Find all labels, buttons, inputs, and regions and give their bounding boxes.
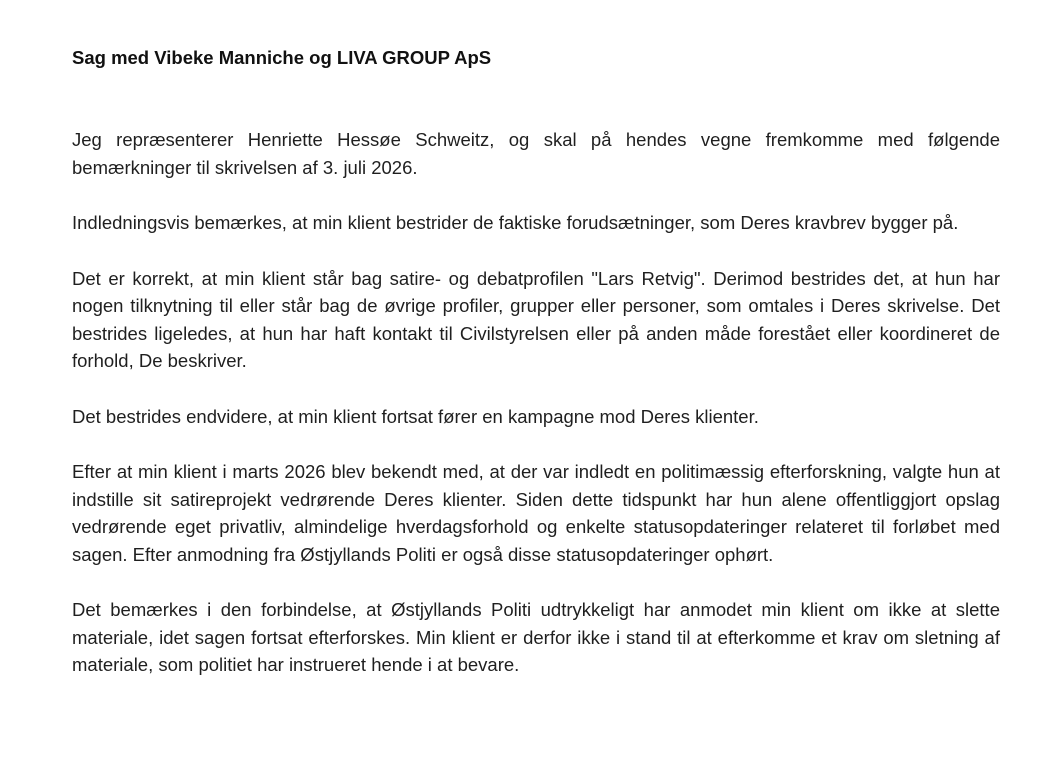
paragraph-5: Efter at min klient i marts 2026 blev bekendt med, at der var indledt en politimæssig efterforskning, valgte hun at indstille sit satireprojekt vedrørende Deres klienter. Siden dette tidspunkt har hun alene offentliggjort opslag vedrørende eget privatliv, almindelige hverdagsforhold og enkelte statusopdateringer relateret til forløbet med sagen. Efter anmodning fra Østjyllands Politi er også disse statusopdateringer ophørt. bbox=[72, 461, 1000, 565]
paragraph-4: Det bestrides endvidere, at min klient fortsat fører en kampagne mod Deres klienter. bbox=[72, 405, 759, 427]
paragraph-3: Det er korrekt, at min klient står bag satire- og debatprofilen "Lars Retvig". Derimod bestrides det, at hun har nogen tilknytning til eller står bag de øvrige profiler, grupper eller personer, som omtales i Deres skrivelse. Det bestrides ligeledes, at hun har haft kontakt til Civilstyrelsen eller på anden måde forestået eller koordineret de forhold, De beskriver. bbox=[72, 267, 1000, 371]
paragraph-6: Det bemærkes i den forbindelse, at Østjyllands Politi udtrykkeligt har anmodet min klient om ikke at slette materiale, idet sagen fortsat efterforskes. Min klient er derfor ikke i stand til at efterkomme et krav om sletning af materiale, som politiet har instrueret hende i at bevare. bbox=[72, 599, 1000, 675]
letter-page bbox=[72, 44, 1000, 707]
paragraph-1: Jeg repræsenterer Henriette Hessøe Schweitz, og skal på hendes vegne fremkomme med følgende bemærkninger til skrivelsen af 3. juli 2026. bbox=[72, 129, 1000, 178]
paragraph-2: Indledningsvis bemærkes, at min klient bestrider de faktiske forudsætninger, som Deres kravbrev bygger på. bbox=[72, 212, 959, 233]
letter-title: Sag med Vibeke Manniche og LIVA GROUP ApS bbox=[72, 47, 492, 68]
